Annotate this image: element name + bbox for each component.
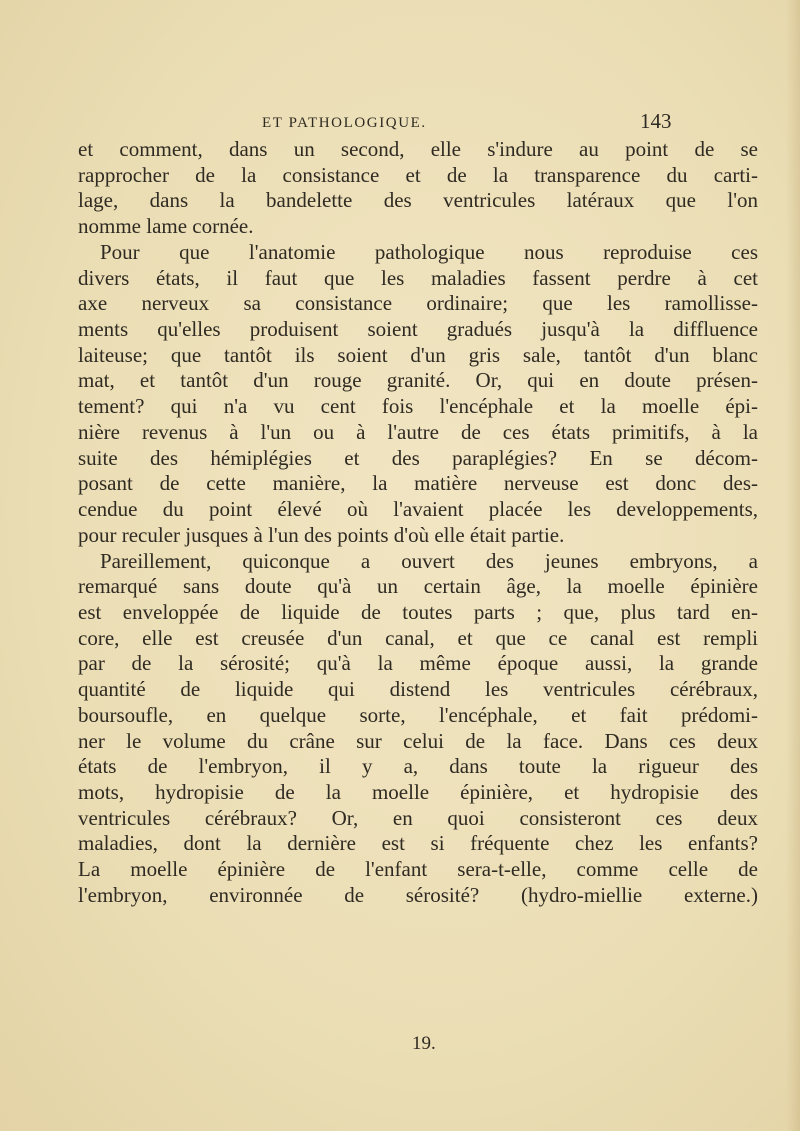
page-number: 143 (640, 109, 672, 133)
text-line: mat, et tantôt d'un rouge granité. Or, qui en doute présen- (78, 368, 758, 393)
text-line: axe nerveux sa consistance ordinaire; que les ramollisse- (78, 291, 758, 316)
text-line: laiteuse; que tantôt ils soient d'un gris sale, tantôt d'un blanc (78, 342, 758, 367)
text-line: est enveloppée de liquide de toutes parts ; que, plus tard en- (78, 599, 758, 624)
text-line: quantité de liquide qui distend les ventricules cérébraux, (78, 677, 758, 702)
text-line: nomme lame cornée. (78, 214, 254, 239)
running-title: ET PATHOLOGIQUE. (262, 115, 427, 131)
text-line: La moelle épinière de l'enfant sera-t-elle, comme celle de (78, 857, 758, 882)
text-line: et comment, dans un second, elle s'indure au point de se (78, 137, 758, 161)
text-line: rapprocher de la consistance et de la transparence du carti- (78, 162, 758, 187)
text-line: core, elle est creusée d'un canal, et que ce canal est rempli (78, 625, 758, 650)
page-header (0, 109, 800, 139)
text-line: tement? qui n'a vu cent fois l'encéphale et la moelle épi- (78, 394, 758, 419)
text-line: Pareillement, quiconque a ouvert des jeunes embryons, a (100, 548, 758, 573)
text-line: ventricules cérébraux? Or, en quoi consisteront ces deux (78, 805, 758, 830)
text-line: boursoufle, en quelque sorte, l'encéphale, et fait prédomi- (78, 702, 758, 727)
signature-mark: 19. (412, 1033, 436, 1054)
text-line: mots, hydropisie de la moelle épinière, et hydropisie des (78, 779, 758, 804)
text-line: ments qu'elles produisent soient gradués jusqu'à la diffluence (78, 317, 758, 342)
text-line: lage, dans la bandelette des ventricules latéraux que l'on (78, 188, 758, 213)
text-line: nière revenus à l'un ou à l'autre de ces états primitifs, à la (78, 419, 758, 444)
text-line: l'embryon, environnée de sérosité? (hydro-miellie externe.) (78, 882, 758, 907)
text-line: pour reculer jusques à l'un des points d'où elle était partie. (78, 522, 565, 547)
text-line: par de la sérosité; qu'à la même époque aussi, la grande (78, 651, 758, 676)
text-line: posant de cette manière, la matière nerveuse est donc des- (78, 471, 758, 496)
text-line: maladies, dont la dernière est si fréquente chez les enfants? (78, 831, 758, 856)
text-line: cendue du point élevé où l'avaient placée les developpements, (78, 497, 758, 522)
text-line: suite des hémiplégies et des paraplégies? En se décom- (78, 445, 758, 470)
text-line: Pour que l'anatomie pathologique nous reproduise ces (100, 239, 758, 264)
body-text (78, 137, 758, 909)
text-line: états de l'embryon, il y a, dans toute la rigueur des (78, 754, 758, 779)
page-edge-shadow (786, 0, 800, 1131)
text-line: remarqué sans doute qu'à un certain âge, la moelle épinière (78, 574, 758, 599)
text-line: ner le volume du crâne sur celui de la face. Dans ces deux (78, 728, 758, 753)
text-line: divers états, il faut que les maladies fassent perdre à cet (78, 265, 758, 290)
